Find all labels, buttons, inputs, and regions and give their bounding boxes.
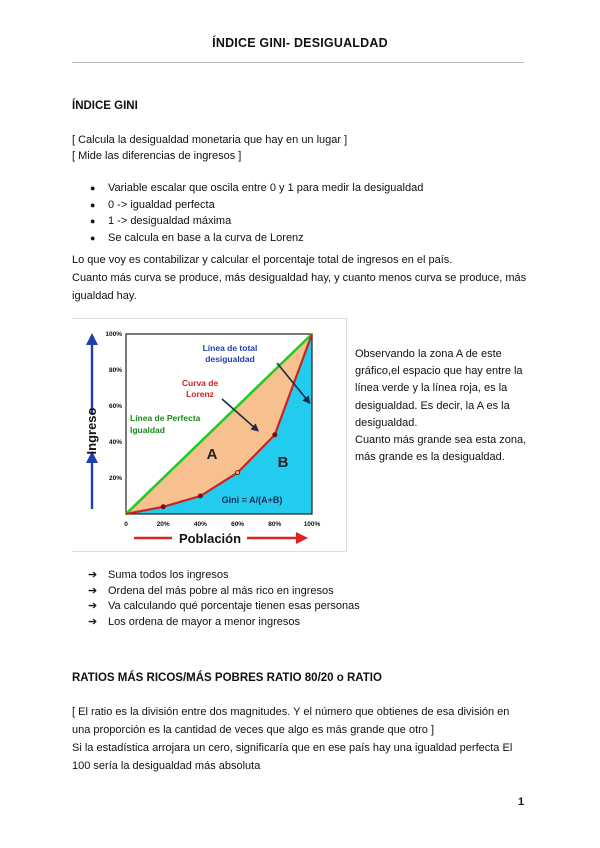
section-heading-gini: ÍNDICE GINI <box>72 100 138 112</box>
section-heading-ratios: RATIOS MÁS RICOS/MÁS POBRES RATIO 80/20 o RATIO <box>72 672 382 684</box>
paragraph-line: [ El ratio es la división entre dos magnitudes. Y el número que obtienes de esa división en <box>72 706 510 718</box>
lorenz-point <box>198 494 202 498</box>
caption-line: gráfico,el espacio que hay entre la <box>355 365 523 378</box>
caption-line: desigualdad. Es decir, la A es la <box>355 399 510 412</box>
x-tick-label: 60% <box>231 521 245 528</box>
caption-line: desigualdad. <box>355 416 418 429</box>
caption-line: más grande es la desigualdad. <box>355 451 505 464</box>
list-item: ● 1 -> desigualdad máxima <box>72 213 423 230</box>
definition-line: [ Calcula la desigualdad monetaria que hay en un lugar ] <box>72 134 348 146</box>
list-item: ➔ Suma todos los ingresos <box>72 568 360 584</box>
gini-explanation <box>72 251 530 305</box>
y-tick-label: 60% <box>108 403 122 410</box>
perfect-equality-label: Línea de Perfecta <box>130 413 201 423</box>
y-tick-label: 40% <box>108 439 122 446</box>
list-item: ● Variable escalar que oscila entre 0 y 1 para medir la desigualdad <box>72 180 423 197</box>
bullet-icon: ● <box>90 216 96 226</box>
steps-list <box>72 568 360 630</box>
list-item: ● 0 -> igualdad perfecta <box>72 197 423 214</box>
page-number: 1 <box>518 796 525 808</box>
definition-line: [ Mide las diferencias de ingresos ] <box>72 150 242 162</box>
bullet-icon: ● <box>90 199 96 210</box>
paragraph-line: 100 sería la desigualdad más absoluta <box>72 760 261 772</box>
arrow-right-icon: ➔ <box>88 584 98 597</box>
x-axis-label: Población <box>178 531 242 546</box>
caption-line: Cuanto más grande sea esta zona, <box>355 434 527 447</box>
paragraph-line: Si la estadística arrojara un cero, significaría que en ese país hay una igualdad perfecta El <box>72 742 513 754</box>
paragraph-line: una proporción es la cantidad de veces que algo es más grande que otro ] <box>72 724 435 736</box>
perfect-equality-label: Igualdad <box>130 425 165 435</box>
total-inequality-label: desigualdad <box>205 354 255 364</box>
chart-caption <box>355 346 533 466</box>
list-item: ➔ Va calculando qué porcentaje tienen esas personas <box>72 599 360 615</box>
arrow-right-icon: ➔ <box>88 600 98 612</box>
lorenz-curve-label: Curva de <box>181 378 219 388</box>
y-tick-label: 80% <box>108 367 122 374</box>
arrow-right-icon: ➔ <box>88 569 98 581</box>
gini-bullet-list <box>72 180 423 246</box>
list-item: ➔ Ordena del más pobre al más rico en ingresos <box>72 584 360 600</box>
page-title: ÍNDICE GINI- DESIGUALDAD <box>212 36 388 50</box>
y-tick-label: 100% <box>105 331 122 338</box>
x-tick-label: 20% <box>156 521 170 528</box>
title-divider <box>72 62 524 63</box>
x-tick-label: 100% <box>303 521 321 528</box>
gini-formula: Gini = A/(A+B) <box>221 495 283 505</box>
lorenz-chart-svg <box>72 319 346 551</box>
caption-line: Observando la zona A de este <box>355 348 502 360</box>
lorenz-chart <box>72 318 347 552</box>
area-a-label: A <box>206 446 218 463</box>
list-item: ● Se calcula en base a la curva de Lorenz <box>72 230 423 247</box>
caption-line: línea verde y la línea roja, es la <box>355 382 508 395</box>
list-item: ➔ Los ordena de mayor a menor ingresos <box>72 615 360 631</box>
y-axis-label: Ingreso <box>84 407 99 455</box>
paragraph-line: igualdad hay. <box>72 290 137 302</box>
total-inequality-label: Línea de total <box>202 343 258 353</box>
y-tick-label: 20% <box>108 475 122 482</box>
lorenz-point <box>161 505 165 509</box>
lorenz-point <box>236 471 240 475</box>
area-b-label: B <box>277 454 289 471</box>
arrow-right-icon: ➔ <box>88 615 98 628</box>
x-tick-label: 80% <box>268 521 282 528</box>
paragraph-line: Lo que voy es contabilizar y calcular el porcentaje total de ingresos en el país. <box>72 254 453 266</box>
lorenz-point <box>273 433 277 437</box>
x-tick-label: 40% <box>193 521 207 528</box>
ratio-explanation <box>72 703 530 775</box>
gini-definition <box>72 132 530 164</box>
bullet-icon: ● <box>90 183 96 193</box>
x-tick-label: 0 <box>124 521 128 528</box>
lorenz-curve-label: Lorenz <box>186 389 214 399</box>
bullet-icon: ● <box>90 232 96 243</box>
paragraph-line: Cuanto más curva se produce, más desigualdad hay, y cuanto menos curva se produce, más <box>72 272 527 284</box>
